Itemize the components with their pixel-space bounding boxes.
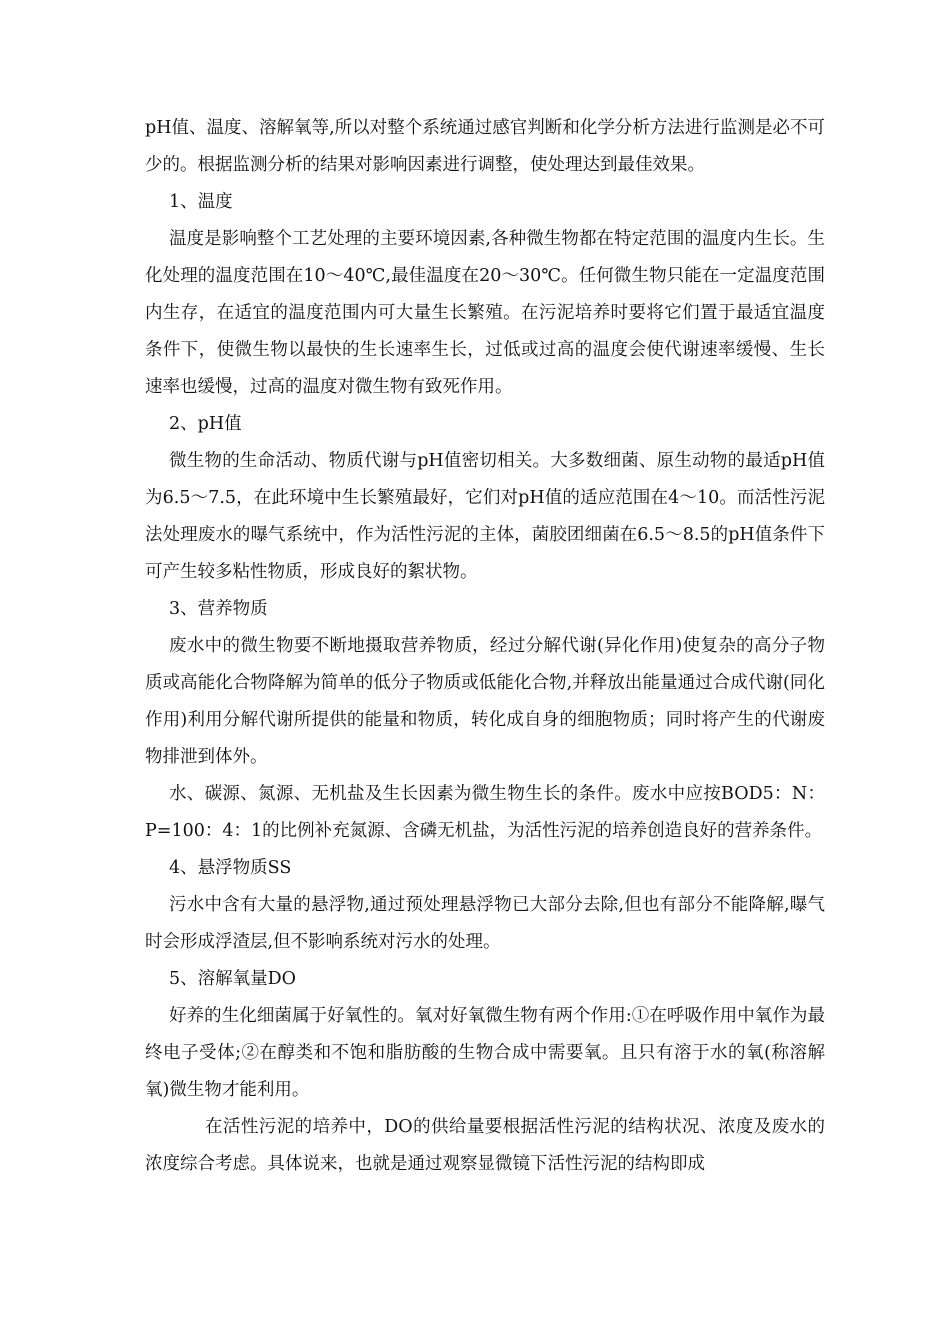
dissolved-oxygen-paragraph-1: 好养的生化细菌属于好氧性的。氧对好氧微生物有两个作用:①在呼吸作用中氧作为最终电子受体;②在醇类和不饱和脂肪酸的生物合成中需要氧。且只有溶于水的氧(称溶解氧)微生物才能利用。 [145,1006,825,1100]
nutrients-paragraph-2: 水、碳源、氮源、无机盐及生长因素为微生物生长的条件。废水中应按BOD5：N：P=100：4：1的比例补充氮源、含磷无机盐，为活性污泥的培养创造良好的营养条件。 [145,784,825,841]
section-heading-ph: 2、pH值 [169,414,242,434]
ph-paragraph: 微生物的生命活动、物质代谢与pH值密切相关。大多数细菌、原生动物的最适pH值为6.5～7.5，在此环境中生长繁殖最好，它们对pH值的适应范围在4～10。而活性污泥法处理废水的曝气系统中，作为活性污泥的主体，菌胶团细菌在6.5～8.5的pH值条件下可产生较多粘性物质，形成良好的絮状物。 [145,451,825,582]
section-heading-dissolved-oxygen: 5、溶解氧量DO [169,969,297,989]
document-body [145,110,825,1183]
temperature-paragraph: 温度是影响整个工艺处理的主要环境因素,各种微生物都在特定范围的温度内生长。生化处理的温度范围在10～40℃,最佳温度在20～30℃。任何微生物只能在一定温度范围内生存，在适宜的温度范围内可大量生长繁殖。在污泥培养时要将它们置于最适宜温度条件下，使微生物以最快的生长速率生长，过低或过高的温度会使代谢速率缓慢、生长速率也缓慢，过高的温度对微生物有致死作用。 [145,229,825,397]
section-heading-temperature: 1、温度 [169,192,233,212]
section-heading-suspended-solids: 4、悬浮物质SS [169,858,292,878]
suspended-solids-paragraph: 污水中含有大量的悬浮物,通过预处理悬浮物已大部分去除,但也有部分不能降解,曝气时会形成浮渣层,但不影响系统对污水的处理。 [145,895,825,952]
section-heading-nutrients: 3、营养物质 [169,599,268,619]
intro-paragraph: pH值、温度、溶解氧等,所以对整个系统通过感官判断和化学分析方法进行监测是必不可少的。根据监测分析的结果对影响因素进行调整，使处理达到最佳效果。 [145,118,825,175]
nutrients-paragraph-1: 废水中的微生物要不断地摄取营养物质，经过分解代谢(异化作用)使复杂的高分子物质或高能化合物降解为简单的低分子物质或低能化合物,并释放出能量通过合成代谢(同化作用)利用分解代谢所提供的能量和物质，转化成自身的细胞物质；同时将产生的代谢废物排泄到体外。 [145,636,825,767]
dissolved-oxygen-paragraph-2: 在活性污泥的培养中，DO的供给量要根据活性污泥的结构状况、浓度及废水的浓度综合考虑。具体说来，也就是通过观察显微镜下活性污泥的结构即成 [145,1117,825,1174]
